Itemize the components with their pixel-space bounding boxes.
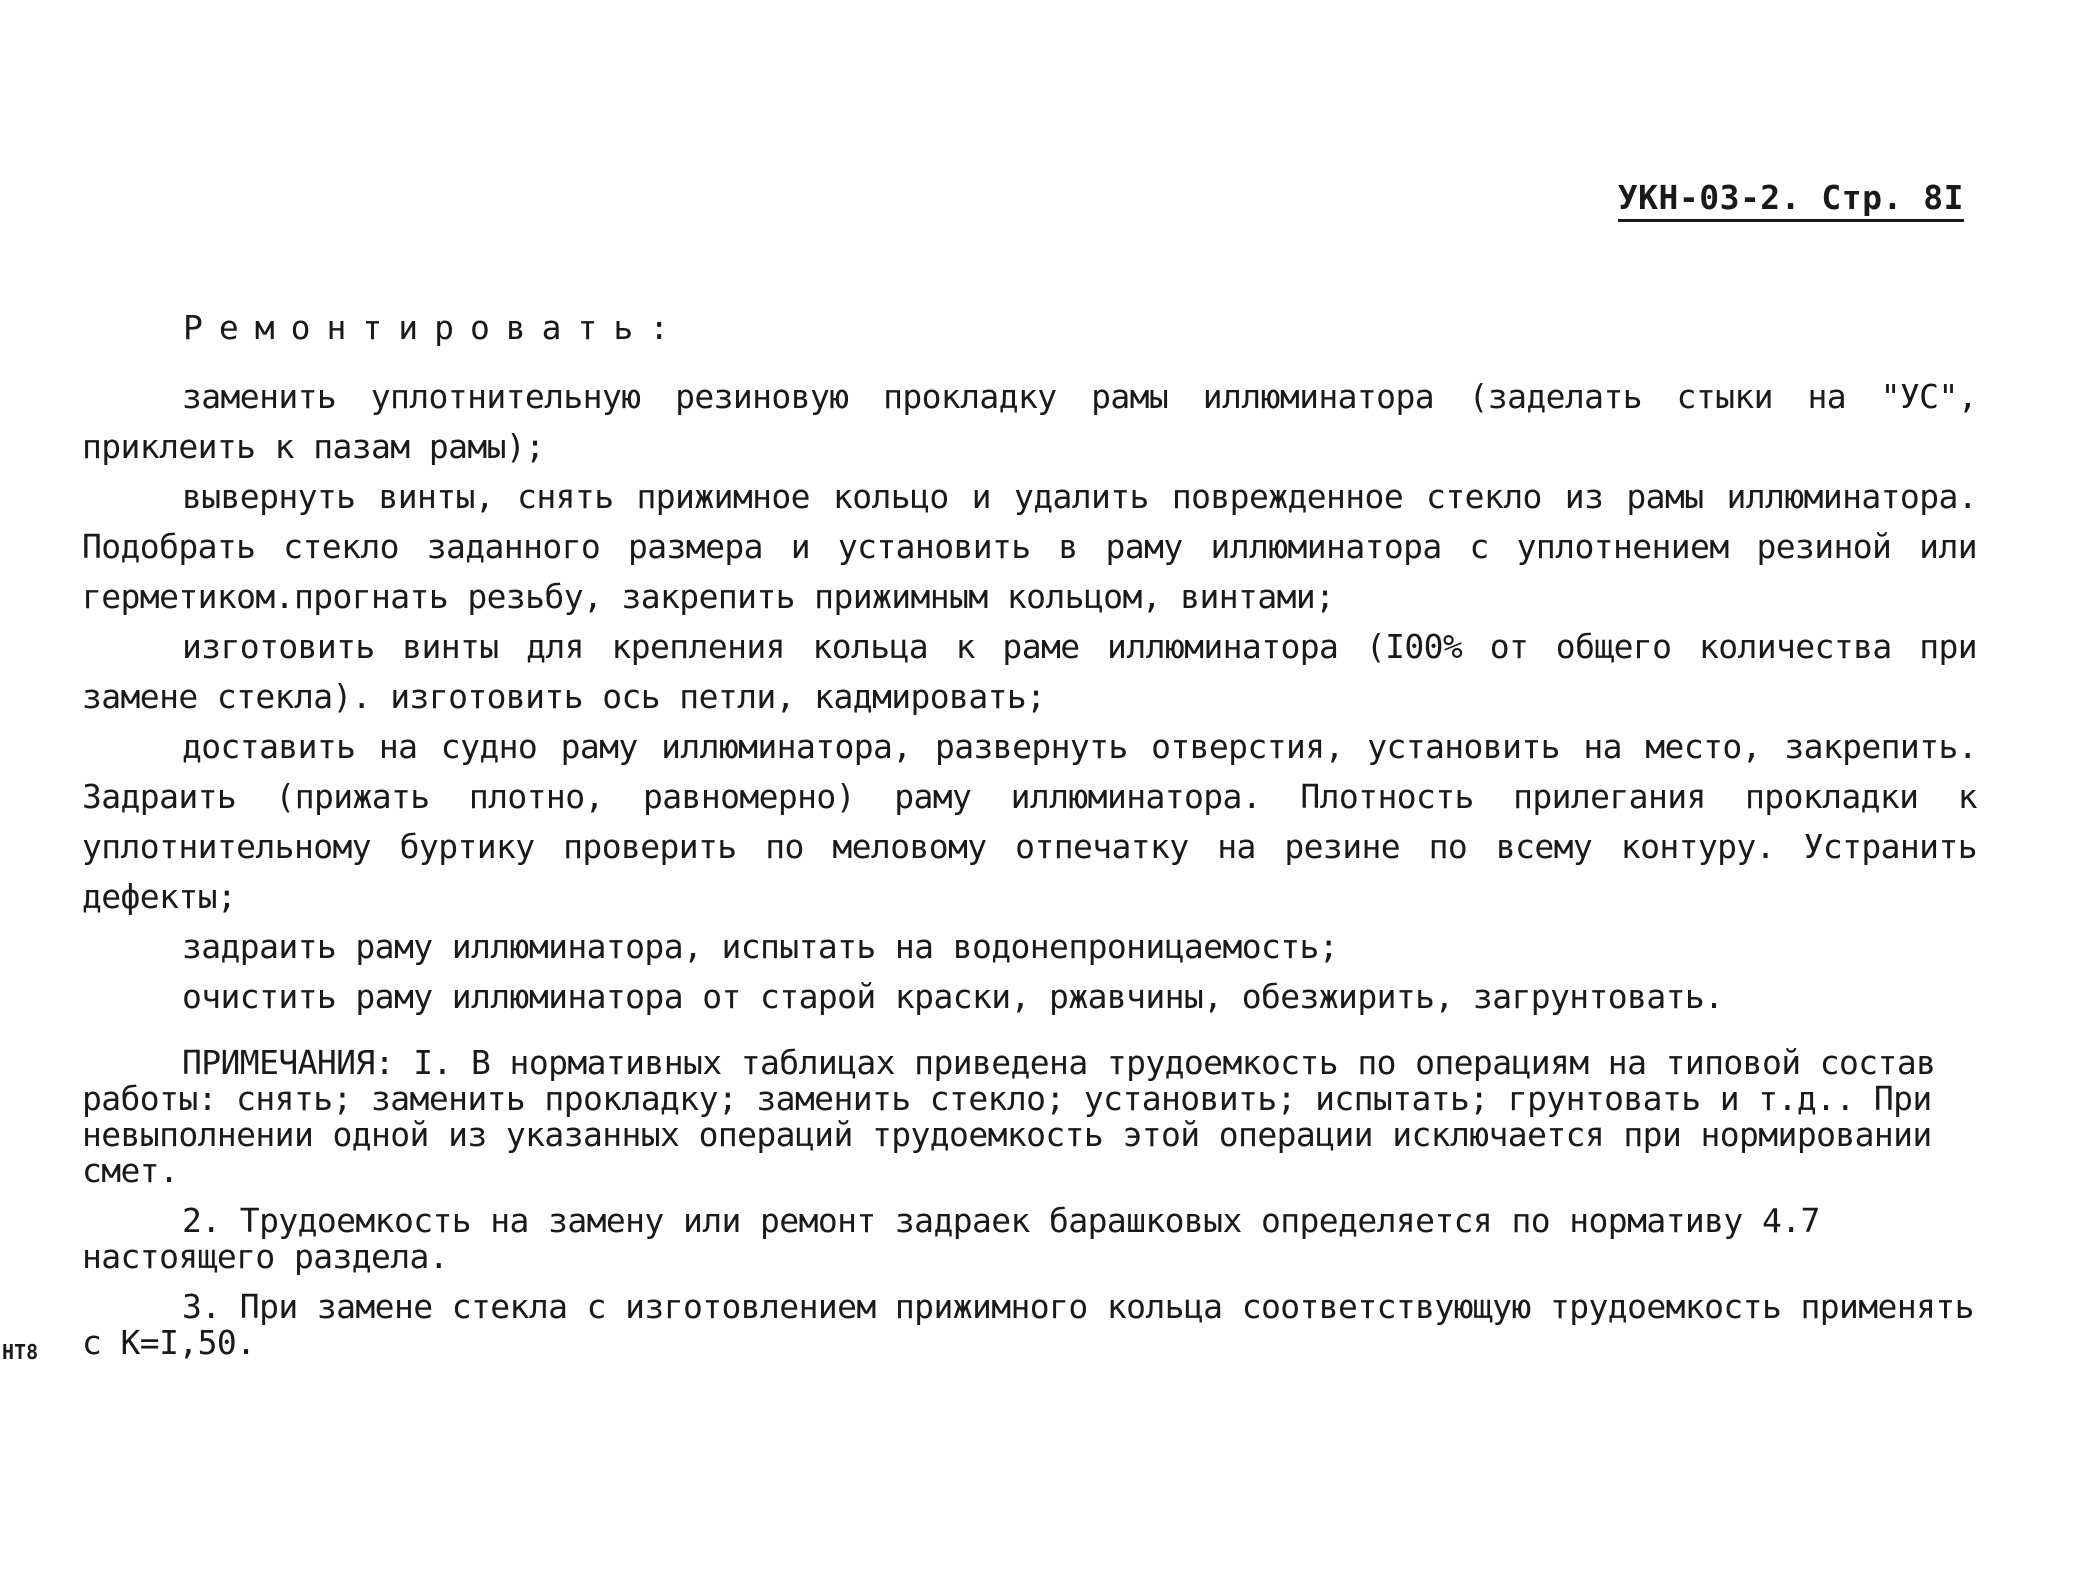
operation-item: заменить уплотнительную резиновую прокладку рамы иллюминатора (заделать стыки на "УС", приклеить к пазам рамы);: [82, 377, 1977, 466]
note-item: 3. При замене стекла с изготовлением прижимного кольца соответствующую трудоемкость применять с К=I,50.: [82, 1287, 1974, 1362]
note-item: ПРИМЕЧАНИЯ: I. В нормативных таблицах приведена трудоемкость по операциям на типовой состав работы: снять; заменить прокладку; заменить стекло; установить; испытать; грунтовать и т.д.. При невыполнении одной из указанных операций трудоемкость этой операции исключается при нормировании смет.: [82, 1043, 1936, 1190]
document-reference: УКН-03-2. Стр. 8I: [1618, 178, 1964, 222]
operation-item: изготовить винты для крепления кольца к раме иллюминатора (I00% от общего количества при замене стекла). изготовить ось петли, кадмировать;: [82, 627, 1977, 716]
operations-list: [82, 372, 1977, 1022]
operation-item: очистить раму иллюминатора от старой краски, ржавчины, обезжирить, загрунтовать.: [182, 977, 1724, 1016]
section-heading: Ремонтировать:: [183, 308, 686, 347]
notes-section: [82, 1045, 1977, 1375]
operation-item: задраить раму иллюминатора, испытать на водонепроницаемость;: [182, 927, 1339, 966]
note-item: 2. Трудоемкость на замену или ремонт задраек барашковых определяется по нормативу 4.7 настоящего раздела.: [82, 1201, 1820, 1276]
operation-item: доставить на судно раму иллюминатора, развернуть отверстия, установить на место, закрепить. Задраить (прижать плотно, равномерно) раму иллюминатора. Плотность прилегания прокладки к уплотнительному буртику проверить по меловому отпечатку на резине по всему контуру. Устранить дефекты;: [82, 727, 1977, 916]
operation-item: вывернуть винты, снять прижимное кольцо и удалить поврежденное стекло из рамы иллюминатора. Подобрать стекло заданного размера и установить в раму иллюминатора с уплотнением резиной или герметиком.прогнать резьбу, закрепить прижимным кольцом, винтами;: [82, 477, 1977, 616]
margin-mark: НТ8: [2, 1340, 39, 1364]
